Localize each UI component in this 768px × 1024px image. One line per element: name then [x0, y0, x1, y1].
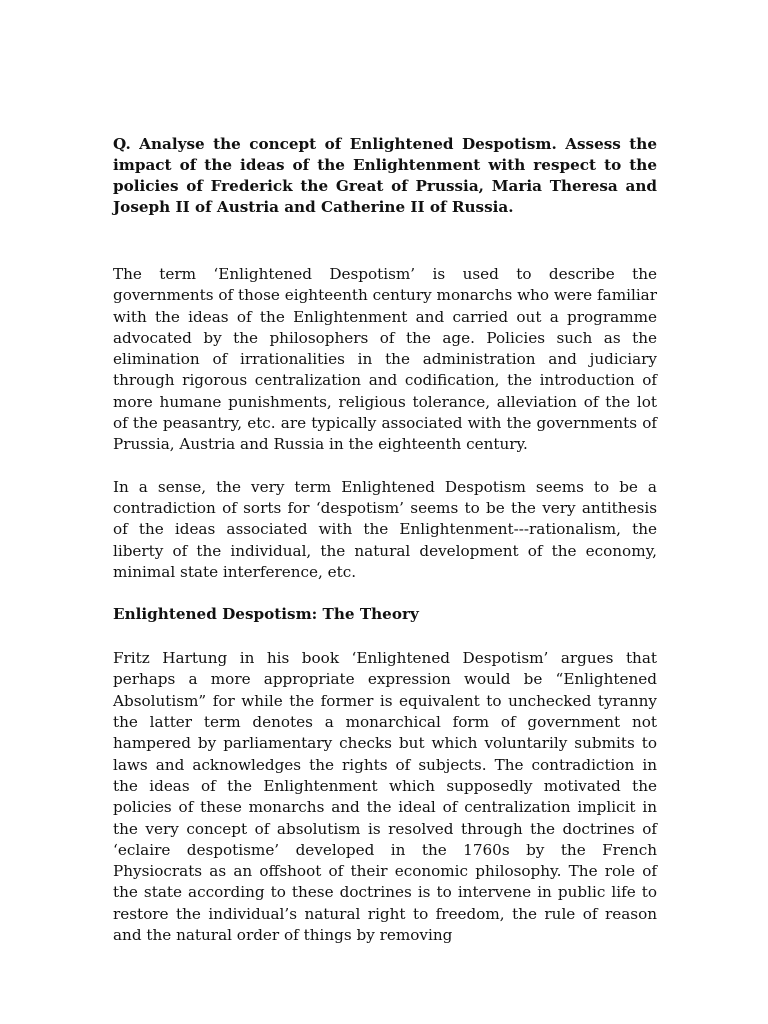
- paragraph-intro: The term ‘Enlightened Despotism’ is used to describe the governments of those eighteenth century monarchs who were familiar with the ideas of the Enlightenment and carried out a programme advocated by the philosophers of the age. Policies such as the elimination of irrationalities in the administration and judiciary through rigorous centralization and codification, the introduction of more humane punishments, religious tolerance, alleviation of the lot of the peasantry, etc. are typically associated with the governments of Prussia, Austria and Russia in the eighteenth century.: [113, 265, 657, 454]
- paragraph-theory: Fritz Hartung in his book ‘Enlightened Despotism’ argues that perhaps a more appropriate expression would be “Enlightened Absolutism” for while the former is equivalent to unchecked tyranny the latter term denotes a monarchical form of government not hampered by parliamentary checks but which voluntarily submits to laws and acknowledges the rights of subjects. The contradiction in the ideas of the Enlightenment which supposedly motivated the policies of these monarchs and the ideal of centralization implicit in the very concept of absolutism is resolved through the doctrines of ‘eclaire despotisme’ developed in the 1760s by the French Physiocrats as an offshoot of their economic philosophy. The role of the state according to these doctrines is to intervene in public life to restore the individual’s natural right to freedom, the rule of reason and the natural order of things by removing: [113, 649, 657, 945]
- document-page: [113, 134, 657, 946]
- section-heading: Enlightened Despotism: The Theory: [113, 605, 419, 624]
- question-text: Q. Analyse the concept of Enlightened Despotism. Assess the impact of the ideas of the Enlightenment with respect to the policies of Frederick the Great of Prussia, Maria Theresa and Joseph II of Austria and Catherine II of Russia.: [113, 135, 657, 216]
- paragraph-contradiction: In a sense, the very term Enlightened Despotism seems to be a contradiction of sorts for ‘despotism’ seems to be the very antithesis of the ideas associated with the Enlightenment---rationalism, the liberty of the individual, the natural development of the economy, minimal state interference, etc.: [113, 477, 657, 581]
